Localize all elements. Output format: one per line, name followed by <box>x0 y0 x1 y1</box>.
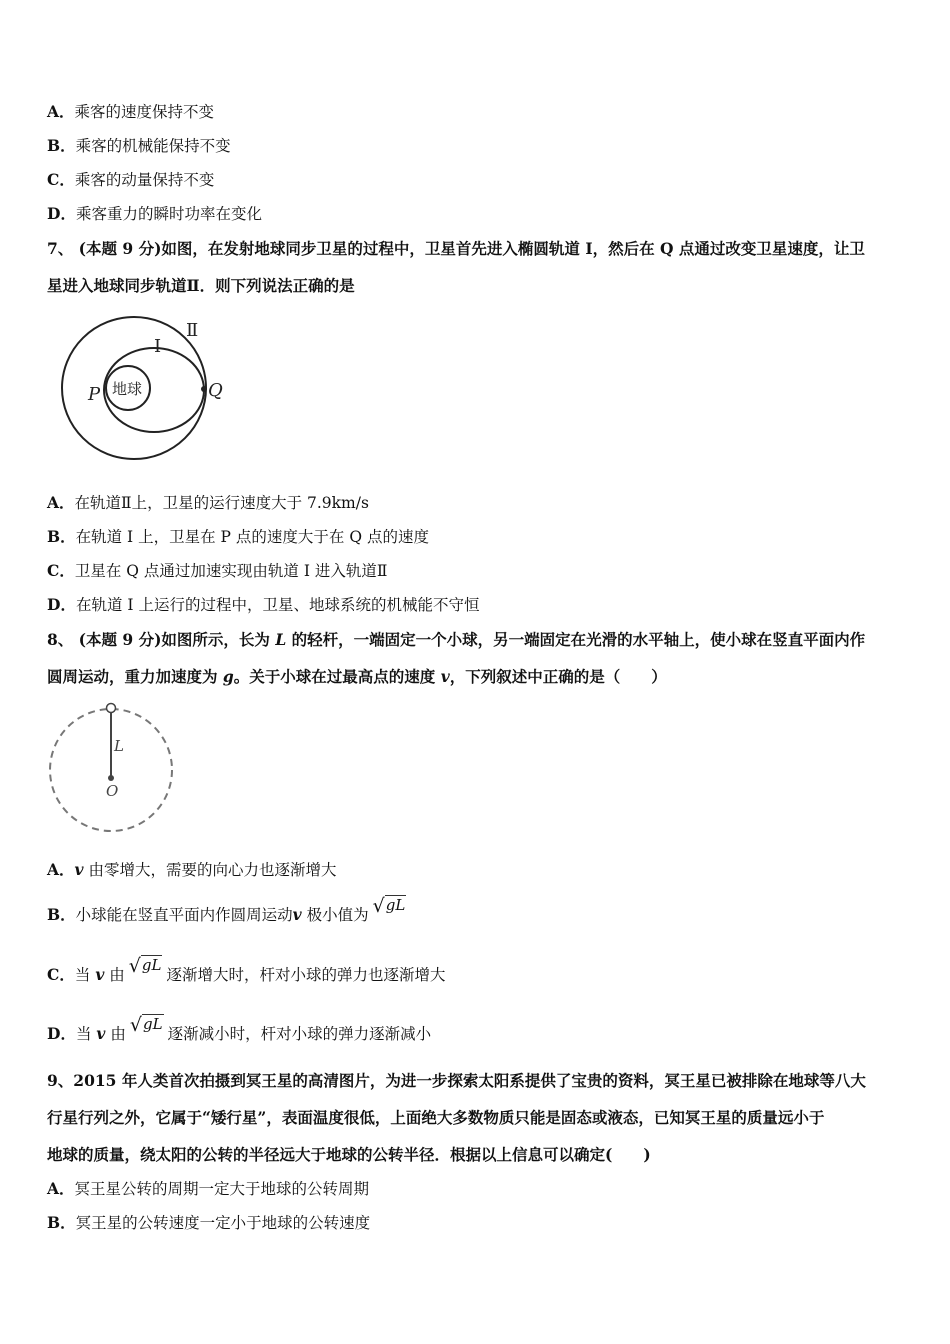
point-q <box>201 386 207 392</box>
point-p-label: P <box>88 384 101 405</box>
q9-option-b: B．冥王星的公转速度一定小于地球的公转速度 <box>47 1213 371 1232</box>
q9-stem-line2: 行星行列之外，它属于“矮行星”，表面温度很低，上面绝大多数物质只能是固态或液态，已知冥王星的质量远小于 <box>47 1108 825 1127</box>
sqrt-gl-b: √gL <box>372 895 406 917</box>
rod-figure <box>48 700 178 836</box>
rod-length-label: L <box>114 737 124 755</box>
q6-option-c: C．乘客的动量保持不变 <box>47 170 215 189</box>
sqrt-gl-d: √gL <box>129 1014 163 1036</box>
q7-stem-line1: 7、 (本题 9 分)如图，在发射地球同步卫星的过程中，卫星首先进入椭圆轨道 I，然后在 Q 点通过改变卫星速度，让卫 <box>47 239 865 258</box>
q6-option-d: D．乘客重力的瞬时功率在变化 <box>47 204 262 223</box>
q6-option-a: A．乘客的速度保持不变 <box>47 102 215 121</box>
orbit-figure <box>50 312 240 464</box>
q7-stem-line2: 星进入地球同步轨道Ⅱ．则下列说法正确的是 <box>47 276 355 295</box>
orbit-i-label: I <box>154 336 162 357</box>
q7-option-d: D．在轨道 I 上运行的过程中，卫星、地球系统的机械能不守恒 <box>47 595 480 614</box>
orbit-ii-label: Ⅱ <box>186 320 199 341</box>
q6-option-b: B．乘客的机械能保持不变 <box>47 136 231 155</box>
q8-option-a: A．v 由零增大，需要的向心力也逐渐增大 <box>47 860 337 879</box>
q8-stem-line1: 8、 (本题 9 分)如图所示，长为 L 的轻杆，一端固定一个小球，另一端固定在光滑的水平轴上，使小球在竖直平面内作 <box>47 630 866 649</box>
q7-option-a: A．在轨道Ⅱ上，卫星的运行速度大于 7.9km/s <box>47 493 369 512</box>
pivot-dot <box>108 775 114 781</box>
q9-option-a: A．冥王星公转的周期一定大于地球的公转周期 <box>47 1179 370 1198</box>
q7-option-c: C．卫星在 Q 点通过加速实现由轨道 I 进入轨道Ⅱ <box>47 561 388 580</box>
q8-stem-line2: 圆周运动，重力加速度为 g。关于小球在过最高点的速度 v，下列叙述中正确的是（ ） <box>47 667 667 686</box>
q7-option-b: B．在轨道 I 上，卫星在 P 点的速度大于在 Q 点的速度 <box>47 527 429 546</box>
q8-option-b: B．小球能在竖直平面内作圆周运动v 极小值为 √gL <box>47 895 406 924</box>
pivot-label: O <box>106 782 119 800</box>
ball-circle <box>107 704 116 713</box>
q8-option-c: C．当 v 由 √gL逐渐增大时，杆对小球的弹力也逐渐增大 <box>47 955 446 984</box>
q9-stem-line1: 9、2015 年人类首次拍摄到冥王星的高清图片，为进一步探索太阳系提供了宝贵的资料，冥王星已被排除在地球等八大 <box>47 1071 866 1090</box>
earth-label: 地球 <box>112 380 143 398</box>
point-q-label: Q <box>208 380 223 401</box>
q9-stem-line3: 地球的质量，绕太阳的公转的半径远大于地球的公转半径．根据以上信息可以确定( ) <box>47 1145 651 1164</box>
q8-option-d: D．当 v 由 √gL逐渐减小时，杆对小球的弹力逐渐减小 <box>47 1014 432 1043</box>
sqrt-gl-c: √gL <box>128 955 162 977</box>
